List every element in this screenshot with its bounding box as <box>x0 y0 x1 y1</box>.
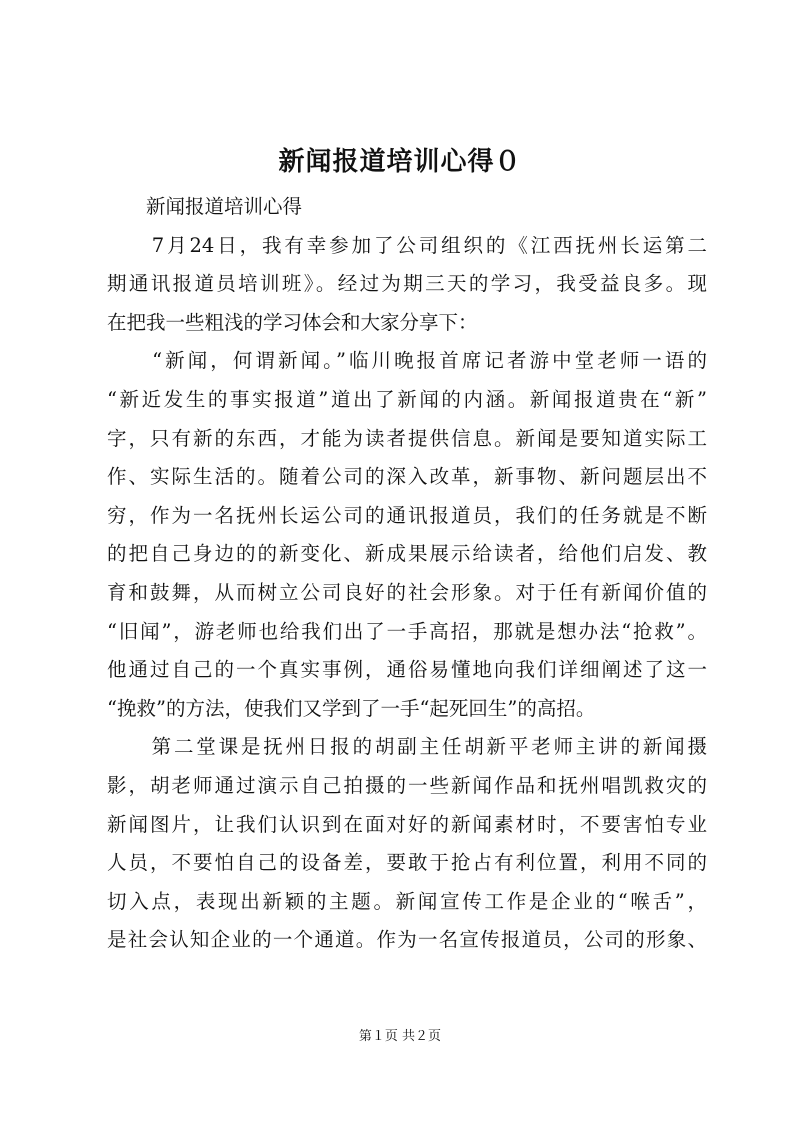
body-line: “新近发生的事实报道”道出了新闻的内涵。新闻报道贵在“新” <box>107 387 707 411</box>
body-line: 第二堂课是抚州日报的胡副主任胡新平老师主讲的新闻摄 <box>107 735 707 759</box>
body-line: “旧闻”，游老师也给我们出了一手高招，那就是想办法“抢救”。 <box>107 619 707 643</box>
body-line: 字，只有新的东西，才能为读者提供信息。新闻是要知道实际工 <box>107 426 707 450</box>
body-line: “挽救”的方法，使我们又学到了一手“起死回生”的高招。 <box>107 696 596 720</box>
body-line: 的把自己身边的的新变化、新成果展示给读者，给他们启发、教 <box>107 542 707 566</box>
body-line: 7月24日，我有幸参加了公司组织的《江西抚州长运第二 <box>107 233 707 257</box>
body-line: 新闻图片，让我们认识到在面对好的新闻素材时，不要害怕专业 <box>107 812 707 836</box>
body-line: 在把我一些粗浅的学习体会和大家分享下： <box>107 310 478 334</box>
body-line: 期通讯报道员培训班》。经过为期三天的学习，我受益良多。现 <box>107 272 707 296</box>
document-title: 新闻报道培训心得０ <box>278 147 522 177</box>
document-body <box>107 188 707 960</box>
body-line: 他通过自己的一个真实事例，通俗易懂地向我们详细阐述了这一 <box>107 658 707 682</box>
page-footer: 第１页 共２页 <box>358 1029 442 1044</box>
body-line: 人员，不要怕自己的设备差，要敢于抢占有利位置，利用不同的 <box>107 851 707 875</box>
body-line: 育和鼓舞，从而树立公司良好的社会形象。对于任有新闻价值的 <box>107 580 707 604</box>
body-line: 穷，作为一名抚州长运公司的通讯报道员，我们的任务就是不断 <box>107 503 707 527</box>
body-line: 新闻报道培训心得 <box>107 195 303 218</box>
body-line: “新闻，何谓新闻。”临川晚报首席记者游中堂老师一语的 <box>107 349 707 373</box>
body-line: 作、实际生活的。随着公司的深入改革，新事物、新问题层出不 <box>107 465 707 489</box>
body-line: 切入点，表现出新颖的主题。新闻宣传工作是企业的“喉舌”， <box>107 889 707 913</box>
body-line: 是社会认知企业的一个通道。作为一名宣传报道员，公司的形象、 <box>107 928 707 952</box>
body-line: 影，胡老师通过演示自己拍摄的一些新闻作品和抚州唱凯救灾的 <box>107 773 707 797</box>
